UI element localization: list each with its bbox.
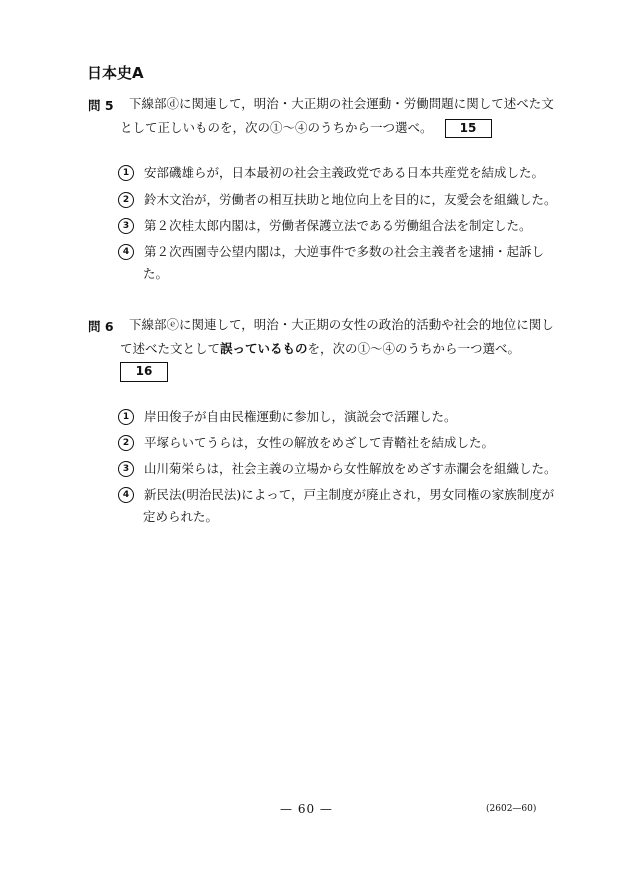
question-5-line-2-wrap [120, 118, 492, 138]
page-number: — 60 — [280, 802, 333, 816]
question-5-line-2: として正しいものを，次の①～④のうちから一つ選べ。 [120, 120, 433, 135]
question-5-line-1: 下線部ⓓに関連して，明治・大正期の社会運動・労働問題に関して述べた文 [129, 96, 554, 111]
question-5-option-1 [118, 163, 544, 183]
option-marker-1: 1 [118, 165, 134, 181]
question-6-option-2 [118, 433, 494, 453]
option-text: 安部磯雄らが，日本最初の社会主義政党である日本共産党を結成した。 [144, 165, 545, 180]
question-6-line-2-pre: て述べた文として [120, 341, 221, 356]
question-5-option-3 [118, 216, 532, 236]
answer-box-15: 15 [445, 119, 492, 138]
question-6-option-3 [118, 459, 557, 479]
exam-code: (2602—60) [486, 804, 537, 814]
option-marker-4: 4 [118, 487, 134, 503]
option-marker-3: 3 [118, 461, 134, 477]
question-6-option-4 [118, 485, 554, 505]
option-text: 山川菊栄らは，社会主義の立場から女性解放をめざす赤瀾会を組織した。 [144, 461, 557, 476]
option-marker-3: 3 [118, 218, 134, 234]
question-6-option-1 [118, 407, 457, 427]
question-5-label: 問 5 [88, 98, 114, 113]
option-text: 平塚らいてうらは，女性の解放をめざして青鞜社を結成した。 [144, 435, 495, 450]
option-marker-2: 2 [118, 192, 134, 208]
option-marker-4: 4 [118, 244, 134, 260]
option-text: 岸田俊子が自由民権運動に参加し，演説会で活躍した。 [144, 409, 457, 424]
question-5-option-4 [118, 242, 544, 262]
question-5-option-2 [118, 190, 557, 210]
option-text: 新民法(明治民法)によって，戸主制度が廃止され，男女同権の家族制度が [144, 487, 555, 502]
option-marker-1: 1 [118, 409, 134, 425]
question-6-option-4-continuation: 定められた。 [143, 509, 219, 524]
subject-title: 日本史A [87, 64, 144, 82]
answer-box-16: 16 [120, 362, 168, 382]
question-6-label: 問 6 [88, 319, 114, 334]
question-5-option-4-continuation: た。 [143, 266, 169, 281]
question-6-line-2 [120, 339, 520, 359]
option-marker-2: 2 [118, 435, 134, 451]
option-text: 鈴木文治が，労働者の相互扶助と地位向上を目的に，友愛会を組織した。 [144, 192, 557, 207]
question-6-line-2-post: を，次の①～④のうちから一つ選べ。 [307, 341, 521, 356]
option-text: 第２次桂太郎内閣は，労働者保護立法である労働組合法を制定した。 [144, 218, 532, 233]
question-6-line-1: 下線部ⓔに関連して，明治・大正期の女性の政治的活動や社会的地位に関し [129, 317, 554, 332]
question-6-emphasis: 誤っているもの [220, 341, 308, 356]
option-text: 第２次西園寺公望内閣は，大逆事件で多数の社会主義者を逮捕・起訴し [144, 244, 545, 259]
